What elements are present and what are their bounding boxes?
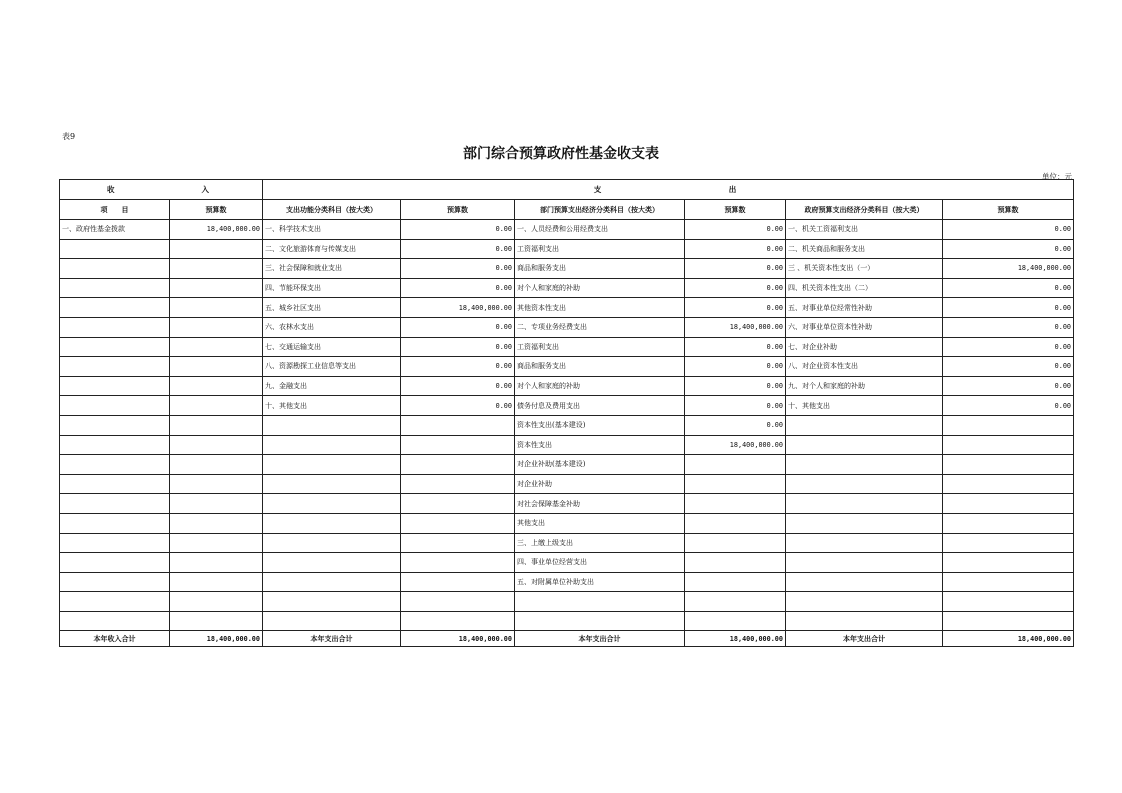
table-row xyxy=(60,259,1074,279)
table-row xyxy=(60,611,1074,631)
income-item-cell xyxy=(60,317,170,337)
table-row xyxy=(60,533,1074,553)
dept-item-cell xyxy=(515,592,685,612)
col-header-gov-econ: 政府预算支出经济分类科目（按大类） xyxy=(786,200,943,220)
income-amount-cell xyxy=(170,357,263,377)
income-item-cell xyxy=(60,376,170,396)
gov-amount-cell: 0.00 xyxy=(943,239,1074,259)
gov-item-cell: 四、机关资本性支出（二） xyxy=(786,278,943,298)
income-amount-cell xyxy=(170,396,263,416)
budget-table xyxy=(59,179,1074,647)
income-item-cell xyxy=(60,415,170,435)
gov-amount-cell xyxy=(943,611,1074,631)
dept-amount-cell xyxy=(685,513,786,533)
gov-item-cell: 十、其他支出 xyxy=(786,396,943,416)
dept-amount-cell xyxy=(685,474,786,494)
gov-item-cell: 二、机关商品和服务支出 xyxy=(786,239,943,259)
func-amount-cell: 0.00 xyxy=(401,396,515,416)
gov-amount-cell: 0.00 xyxy=(943,357,1074,377)
func-amount-cell xyxy=(401,611,515,631)
func-item-cell: 二、文化旅游体育与传媒支出 xyxy=(263,239,401,259)
table-row xyxy=(60,494,1074,514)
func-amount-cell: 0.00 xyxy=(401,357,515,377)
dept-amount-cell xyxy=(685,455,786,475)
income-item-cell xyxy=(60,611,170,631)
dept-item-cell: 一、人员经费和公用经费支出 xyxy=(515,220,685,240)
dept-amount-cell xyxy=(685,572,786,592)
gov-amount-cell xyxy=(943,572,1074,592)
table-row xyxy=(60,376,1074,396)
income-amount-cell xyxy=(170,298,263,318)
func-amount-cell: 0.00 xyxy=(401,317,515,337)
dept-item-cell: 工资福利支出 xyxy=(515,337,685,357)
gov-item-cell: 八、对企业资本性支出 xyxy=(786,357,943,377)
income-amount-cell xyxy=(170,239,263,259)
table-row xyxy=(60,435,1074,455)
income-amount-cell xyxy=(170,455,263,475)
dept-item-cell: 其他支出 xyxy=(515,513,685,533)
page-title: 部门综合预算政府性基金收支表 xyxy=(463,146,659,162)
col-header-item: 项 目 xyxy=(60,200,170,220)
income-amount-cell xyxy=(170,533,263,553)
gov-item-cell xyxy=(786,611,943,631)
income-amount-cell: 18,400,000.00 xyxy=(170,220,263,240)
income-amount-cell xyxy=(170,278,263,298)
func-item-cell xyxy=(263,474,401,494)
func-item-cell: 八、资源勘探工业信息等支出 xyxy=(263,357,401,377)
func-amount-cell: 0.00 xyxy=(401,337,515,357)
func-item-cell xyxy=(263,415,401,435)
func-amount-cell xyxy=(401,572,515,592)
gov-item-cell xyxy=(786,415,943,435)
dept-amount-cell xyxy=(685,611,786,631)
dept-amount-cell: 0.00 xyxy=(685,239,786,259)
dept-item-cell: 商品和服务支出 xyxy=(515,259,685,279)
func-item-cell xyxy=(263,592,401,612)
gov-amount-cell xyxy=(943,415,1074,435)
income-amount-cell xyxy=(170,376,263,396)
income-item-cell xyxy=(60,474,170,494)
income-amount-cell xyxy=(170,611,263,631)
income-amount-cell xyxy=(170,415,263,435)
dept-amount-cell xyxy=(685,553,786,573)
group-header-row xyxy=(60,180,1074,200)
func-amount-cell: 18,400,000.00 xyxy=(401,298,515,318)
dept-amount-cell: 0.00 xyxy=(685,259,786,279)
dept-item-cell: 债务付息及费用支出 xyxy=(515,396,685,416)
table-row xyxy=(60,357,1074,377)
unit-label: 单位：元 xyxy=(1042,172,1072,181)
dept-amount-cell: 0.00 xyxy=(685,415,786,435)
gov-amount-cell xyxy=(943,474,1074,494)
dept-item-cell: 对企业补助(基本建设) xyxy=(515,455,685,475)
income-item-cell xyxy=(60,259,170,279)
gov-amount-cell: 0.00 xyxy=(943,396,1074,416)
func-total-label: 本年支出合计 xyxy=(263,631,401,647)
dept-item-cell: 商品和服务支出 xyxy=(515,357,685,377)
gov-amount-cell xyxy=(943,494,1074,514)
gov-item-cell xyxy=(786,513,943,533)
func-item-cell: 四、节能环保支出 xyxy=(263,278,401,298)
gov-item-cell: 三 、机关资本性支出（一） xyxy=(786,259,943,279)
dept-amount-cell: 0.00 xyxy=(685,376,786,396)
func-amount-cell: 0.00 xyxy=(401,278,515,298)
income-amount-cell xyxy=(170,494,263,514)
func-amount-cell xyxy=(401,513,515,533)
gov-item-cell xyxy=(786,474,943,494)
col-header-income-budget: 预算数 xyxy=(170,200,263,220)
gov-amount-cell: 0.00 xyxy=(943,278,1074,298)
gov-total-label: 本年支出合计 xyxy=(786,631,943,647)
dept-amount-cell: 18,400,000.00 xyxy=(685,435,786,455)
dept-amount-cell: 0.00 xyxy=(685,220,786,240)
func-amount-cell xyxy=(401,494,515,514)
dept-item-cell: 对个人和家庭的补助 xyxy=(515,376,685,396)
income-item-cell xyxy=(60,357,170,377)
func-item-cell xyxy=(263,455,401,475)
func-amount-cell xyxy=(401,435,515,455)
income-item-cell xyxy=(60,298,170,318)
dept-amount-cell: 0.00 xyxy=(685,337,786,357)
func-item-cell xyxy=(263,435,401,455)
income-item-cell xyxy=(60,435,170,455)
gov-item-cell xyxy=(786,533,943,553)
dept-item-cell: 五、对附属单位补助支出 xyxy=(515,572,685,592)
table-row xyxy=(60,396,1074,416)
dept-total-label: 本年支出合计 xyxy=(515,631,685,647)
func-amount-cell: 0.00 xyxy=(401,239,515,259)
gov-amount-cell: 0.00 xyxy=(943,220,1074,240)
gov-amount-cell xyxy=(943,435,1074,455)
income-amount-cell xyxy=(170,592,263,612)
table-row xyxy=(60,239,1074,259)
income-item-cell xyxy=(60,553,170,573)
gov-item-cell xyxy=(786,494,943,514)
func-amount-cell xyxy=(401,415,515,435)
func-item-cell: 六、农林水支出 xyxy=(263,317,401,337)
dept-item-cell: 资本性支出 xyxy=(515,435,685,455)
func-item-cell: 一、科学技术支出 xyxy=(263,220,401,240)
expense-group-header: 支 出 xyxy=(263,180,1074,200)
gov-amount-cell: 18,400,000.00 xyxy=(943,259,1074,279)
income-amount-cell xyxy=(170,513,263,533)
dept-item-cell xyxy=(515,611,685,631)
table-row xyxy=(60,474,1074,494)
func-item-cell: 九、金融支出 xyxy=(263,376,401,396)
dept-item-cell: 资本性支出(基本建设) xyxy=(515,415,685,435)
col-header-dept-budget: 预算数 xyxy=(685,200,786,220)
dept-amount-cell xyxy=(685,533,786,553)
dept-amount-cell: 0.00 xyxy=(685,278,786,298)
func-amount-cell xyxy=(401,455,515,475)
gov-item-cell: 五、对事业单位经常性补助 xyxy=(786,298,943,318)
gov-amount-cell xyxy=(943,513,1074,533)
gov-amount-cell xyxy=(943,455,1074,475)
gov-amount-cell xyxy=(943,553,1074,573)
func-amount-cell: 0.00 xyxy=(401,220,515,240)
table-row xyxy=(60,592,1074,612)
income-item-cell xyxy=(60,337,170,357)
table-row xyxy=(60,317,1074,337)
income-amount-cell xyxy=(170,435,263,455)
table-row xyxy=(60,572,1074,592)
gov-item-cell: 六、对事业单位资本性补助 xyxy=(786,317,943,337)
income-group-header: 收 入 xyxy=(60,180,263,200)
income-item-cell xyxy=(60,572,170,592)
table-row xyxy=(60,553,1074,573)
gov-amount-cell xyxy=(943,592,1074,612)
table-row xyxy=(60,278,1074,298)
func-item-cell xyxy=(263,533,401,553)
gov-amount-cell xyxy=(943,533,1074,553)
income-item-cell xyxy=(60,513,170,533)
income-amount-cell xyxy=(170,474,263,494)
func-amount-cell xyxy=(401,474,515,494)
dept-item-cell: 对企业补助 xyxy=(515,474,685,494)
dept-item-cell: 其他资本性支出 xyxy=(515,298,685,318)
income-amount-cell xyxy=(170,553,263,573)
gov-item-cell: 一、机关工资福利支出 xyxy=(786,220,943,240)
func-total-amount: 18,400,000.00 xyxy=(401,631,515,647)
func-amount-cell: 0.00 xyxy=(401,376,515,396)
func-item-cell: 三、社会保障和就业支出 xyxy=(263,259,401,279)
table-row xyxy=(60,220,1074,240)
table-row xyxy=(60,415,1074,435)
func-item-cell xyxy=(263,572,401,592)
dept-item-cell: 工资福利支出 xyxy=(515,239,685,259)
income-item-cell xyxy=(60,455,170,475)
gov-item-cell: 七、对企业补助 xyxy=(786,337,943,357)
func-item-cell: 十、其他支出 xyxy=(263,396,401,416)
income-item-cell xyxy=(60,592,170,612)
dept-item-cell: 二、专项业务经费支出 xyxy=(515,317,685,337)
table-row xyxy=(60,455,1074,475)
gov-amount-cell: 0.00 xyxy=(943,376,1074,396)
gov-item-cell: 九、对个人和家庭的补助 xyxy=(786,376,943,396)
dept-total-amount: 18,400,000.00 xyxy=(685,631,786,647)
col-header-dept-econ: 部门预算支出经济分类科目（按大类） xyxy=(515,200,685,220)
dept-item-cell: 四、事业单位经营支出 xyxy=(515,553,685,573)
income-item-cell xyxy=(60,278,170,298)
gov-item-cell xyxy=(786,435,943,455)
col-header-func: 支出功能分类科目（按大类） xyxy=(263,200,401,220)
gov-item-cell xyxy=(786,455,943,475)
func-item-cell xyxy=(263,494,401,514)
gov-item-cell xyxy=(786,592,943,612)
func-amount-cell xyxy=(401,553,515,573)
income-total-label: 本年收入合计 xyxy=(60,631,170,647)
income-amount-cell xyxy=(170,259,263,279)
func-amount-cell xyxy=(401,533,515,553)
totals-row xyxy=(60,631,1074,647)
func-amount-cell: 0.00 xyxy=(401,259,515,279)
dept-amount-cell: 18,400,000.00 xyxy=(685,317,786,337)
dept-amount-cell: 0.00 xyxy=(685,357,786,377)
income-item-cell xyxy=(60,494,170,514)
gov-total-amount: 18,400,000.00 xyxy=(943,631,1074,647)
gov-amount-cell: 0.00 xyxy=(943,298,1074,318)
func-amount-cell xyxy=(401,592,515,612)
dept-item-cell: 对社会保障基金补助 xyxy=(515,494,685,514)
income-item-cell xyxy=(60,239,170,259)
table-row xyxy=(60,513,1074,533)
gov-amount-cell: 0.00 xyxy=(943,317,1074,337)
table-number-label: 表9 xyxy=(62,132,76,141)
table-row xyxy=(60,337,1074,357)
dept-item-cell: 对个人和家庭的补助 xyxy=(515,278,685,298)
dept-item-cell: 三、上缴上级支出 xyxy=(515,533,685,553)
col-header-gov-budget: 预算数 xyxy=(943,200,1074,220)
income-item-cell xyxy=(60,396,170,416)
gov-amount-cell: 0.00 xyxy=(943,337,1074,357)
dept-amount-cell xyxy=(685,494,786,514)
income-amount-cell xyxy=(170,317,263,337)
func-item-cell: 五、城乡社区支出 xyxy=(263,298,401,318)
func-item-cell: 七、交通运输支出 xyxy=(263,337,401,357)
gov-item-cell xyxy=(786,572,943,592)
func-item-cell xyxy=(263,553,401,573)
table-body xyxy=(60,180,1074,647)
col-header-func-budget: 预算数 xyxy=(401,200,515,220)
dept-amount-cell: 0.00 xyxy=(685,396,786,416)
table-row xyxy=(60,298,1074,318)
income-amount-cell xyxy=(170,337,263,357)
gov-item-cell xyxy=(786,553,943,573)
dept-amount-cell: 0.00 xyxy=(685,298,786,318)
func-item-cell xyxy=(263,513,401,533)
func-item-cell xyxy=(263,611,401,631)
income-item-cell: 一、政府性基金拨款 xyxy=(60,220,170,240)
column-header-row xyxy=(60,200,1074,220)
income-amount-cell xyxy=(170,572,263,592)
income-total-amount: 18,400,000.00 xyxy=(170,631,263,647)
income-item-cell xyxy=(60,533,170,553)
dept-amount-cell xyxy=(685,592,786,612)
